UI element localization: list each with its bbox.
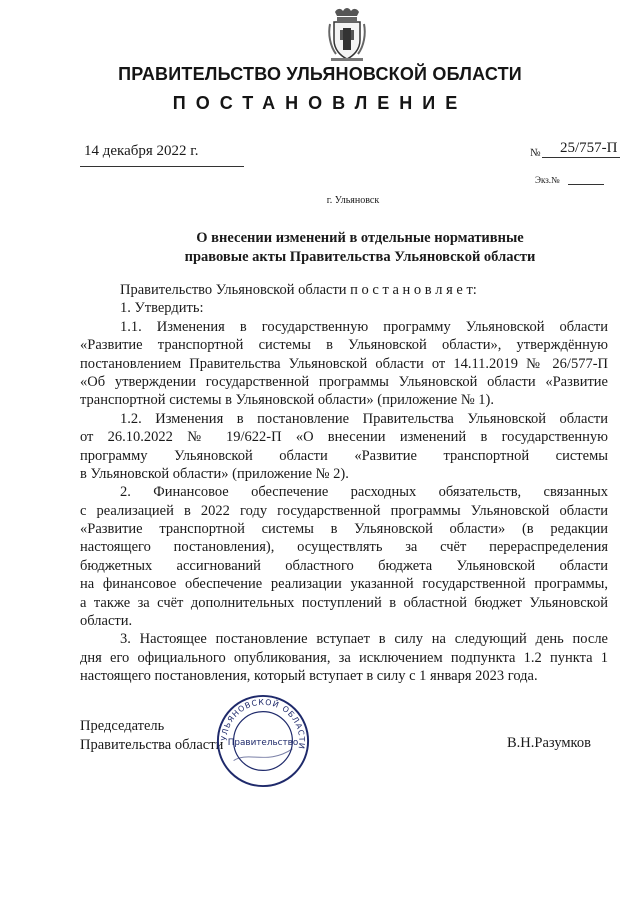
body-line: «Развитие транспортной системы в Ульяновской области» (в редакции [80, 521, 608, 538]
position-line-1: Председатель [80, 718, 165, 734]
heading-line-1: О внесении изменений в отдельные нормативные [196, 230, 524, 246]
body-line: от 26.10.2022 № 19/622-П «О внесении изменений в государственную [80, 429, 608, 446]
government-title: ПРАВИТЕЛЬСТВО УЛЬЯНОВСКОЙ ОБЛАСТИ [118, 64, 522, 84]
coat-of-arms-icon [327, 6, 367, 62]
body-line: настоящего постановления), осуществлять за счёт перераспределения [80, 539, 608, 556]
body-line: бюджетных ассигнований областного бюджета Ульяновской области [80, 557, 608, 574]
body-line: в Ульяновской области» (приложение № 2). [80, 465, 349, 482]
body-line: дня его официального опубликования, за исключением подпункта 1.2 пункта 1 [80, 649, 608, 666]
date-underline [80, 166, 244, 167]
body-line: транспортной системы в Ульяновской области» (приложение № 1). [80, 392, 494, 409]
document-city: г. Ульяновск [326, 195, 380, 206]
body-line: с реализацией в 2022 году государственной программы Ульяновской области [80, 502, 608, 519]
body-line: 3. Настоящее постановление вступает в силу на следующий день после [120, 631, 608, 648]
position-line-2: Правительства области [80, 737, 224, 753]
body-line: 1.2. Изменения в постановление Правительства Ульяновской области [120, 410, 608, 427]
official-stamp-icon [214, 692, 312, 790]
stamp-center-text: Правительство [227, 737, 299, 748]
copy-number-label: Экз.№ [535, 175, 560, 185]
document-date: 14 декабря 2022 г. [84, 143, 199, 159]
document-body [80, 281, 608, 686]
document-heading [150, 229, 570, 267]
stamp-ring-text: УЛЬЯНОВСКОЙ ОБЛАСТИ [219, 697, 307, 751]
body-line: области. [80, 613, 133, 630]
signatory-name: В.Н.Разумков [507, 735, 591, 751]
number-underline [542, 157, 620, 158]
signatory-position [80, 717, 223, 755]
number-label: № [530, 147, 541, 159]
body-line: настоящего постановления, который вступает в силу с 1 января 2023 года. [80, 668, 538, 685]
body-line: «Об утверждении государственной программы Ульяновской области «Развитие [80, 373, 608, 390]
body-line: «Развитие транспортной системы в Ульяновской области», утверждённую [80, 337, 608, 354]
body-line: 2. Финансовое обеспечение расходных обязательств, связанных [120, 484, 608, 501]
body-line: а также за счёт дополнительных поступлений в областной бюджет Ульяновской [80, 594, 608, 611]
body-line: на финансовое обеспечение реализации указанной государственной программы, [80, 576, 608, 593]
body-line: Правительство Ульяновской области п о с т а н о в л я е т: [120, 282, 477, 298]
body-line: программу Ульяновской области «Развитие транспортной системы [80, 447, 608, 464]
document-number: 25/757-П [560, 140, 618, 156]
copy-number-underline [568, 184, 604, 185]
body-line: постановлением Правительства Ульяновской области от 14.11.2019 № 26/577-П [80, 355, 608, 372]
body-line: 1.1. Изменения в государственную программу Ульяновской области [120, 318, 608, 335]
heading-line-2: правовые акты Правительства Ульяновской области [184, 249, 536, 265]
document-type-title: ПОСТАНОВЛЕНИЕ [172, 93, 468, 113]
body-line: 1. Утвердить: [120, 300, 204, 317]
